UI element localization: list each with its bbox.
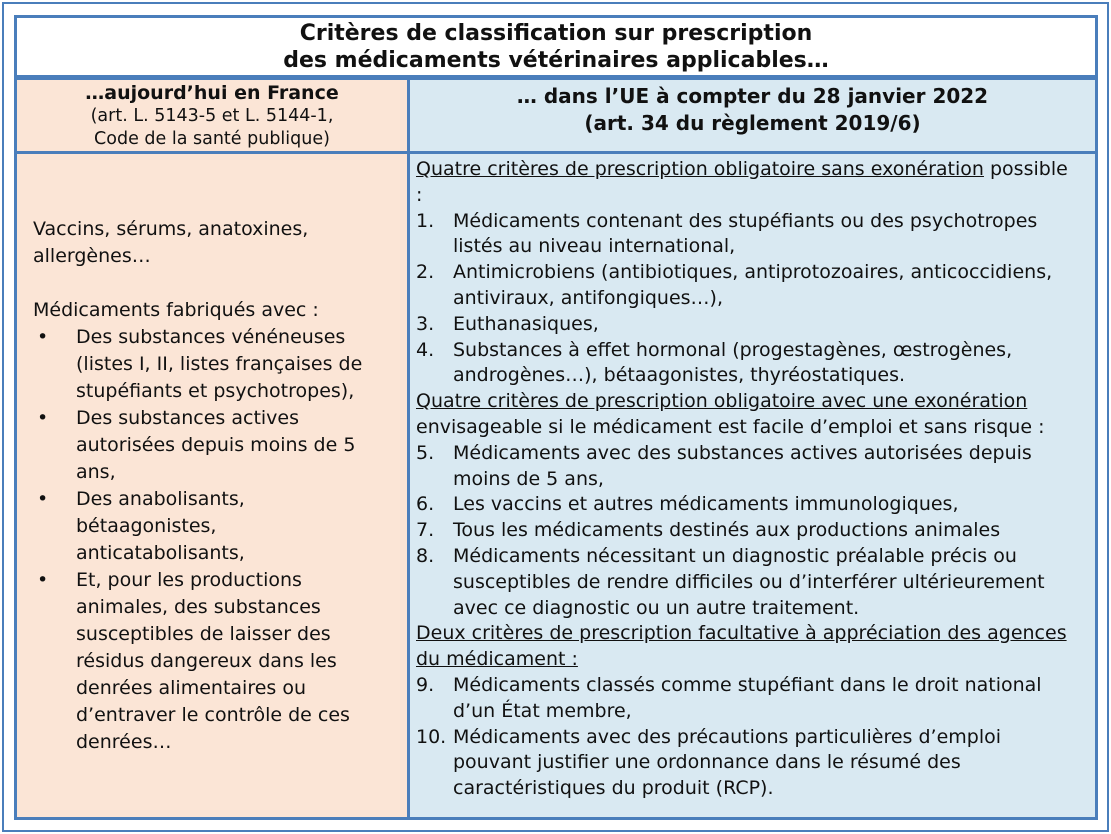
item-text: Tous les médicaments destinés aux productions animales bbox=[453, 519, 1001, 542]
section-heading-mandatory-with-exemption bbox=[416, 389, 1075, 441]
france-fabricated-heading: Médicaments fabriqués avec : bbox=[33, 298, 319, 321]
france-intro-paragraph: Vaccins, sérums, anatoxines, allergènes… bbox=[33, 217, 309, 267]
heading-rest-text: possible : bbox=[416, 158, 1068, 206]
item-text: Euthanasiques, bbox=[453, 312, 599, 335]
classification-table bbox=[14, 15, 1098, 820]
section-heading-optional bbox=[416, 621, 1075, 673]
heading-underlined-text: Quatre critères de prescription obligatoire avec une exonération bbox=[416, 390, 1028, 413]
item-text: Médicaments avec des précautions particulières d’emploi pouvant justifier une ordonnance dans le résumé des caractéristiques du produit (RCP). bbox=[453, 725, 1002, 800]
france-column-body bbox=[17, 154, 410, 817]
item-text: Substances à effet hormonal (progestagènes, œstrogènes, androgènes…), bétaagonistes, thyréostatiques. bbox=[453, 338, 1013, 387]
item-text: Médicaments nécessitant un diagnostic préalable précis ou susceptibles de rendre difficiles ou d’interférer ultérieurement avec ce diagnostic ou un autre traitement. bbox=[453, 544, 1045, 619]
list-item bbox=[416, 312, 1075, 338]
france-header-ref-1: (art. L. 5143-5 et L. 5144-1, bbox=[90, 106, 334, 126]
ue-header-line-1: … dans l’UE à compter du 28 janvier 2022 bbox=[516, 84, 989, 108]
bullet-text: Des substances vénéneuses (listes I, II, listes françaises de stupéfiants et psychotropes), bbox=[76, 325, 363, 402]
list-item bbox=[33, 324, 379, 405]
list-item bbox=[33, 567, 379, 756]
item-text: Médicaments avec des substances actives autorisées depuis moins de 5 ans, bbox=[453, 441, 1032, 490]
france-header-title: …aujourd’hui en France bbox=[85, 82, 339, 104]
item-number: 2. bbox=[416, 261, 435, 284]
list-item bbox=[416, 260, 1075, 312]
list-item bbox=[416, 338, 1075, 390]
item-number: 6. bbox=[416, 493, 435, 516]
list-item bbox=[416, 673, 1075, 725]
item-text: Médicaments contenant des stupéfiants ou des psychotropes listés au niveau international, bbox=[453, 209, 1038, 258]
list-item bbox=[416, 492, 1075, 518]
heading-rest-text: envisageable si le médicament est facile d’emploi et sans risque : bbox=[416, 415, 1045, 438]
bullet-text: Et, pour les productions animales, des substances susceptibles de laisser des résidus dangereux dans les denrées alimentaires ou d’entraver le contrôle de ces denrées… bbox=[76, 568, 350, 753]
item-number: 10. bbox=[416, 725, 447, 748]
item-text: Les vaccins et autres médicaments immunologiques, bbox=[453, 493, 959, 516]
bullet-icon: • bbox=[37, 487, 49, 510]
item-number: 7. bbox=[416, 519, 435, 542]
heading-underlined-text: Quatre critères de prescription obligatoire sans exonération bbox=[416, 158, 984, 180]
list-item bbox=[416, 209, 1075, 261]
list-item bbox=[416, 544, 1075, 621]
item-text: Médicaments classés comme stupéfiant dans le droit national d’un État membre, bbox=[453, 673, 1042, 722]
list-item bbox=[416, 441, 1075, 493]
ue-column-body bbox=[410, 154, 1095, 817]
france-column-header bbox=[17, 80, 410, 154]
item-number: 8. bbox=[416, 544, 435, 567]
document-page bbox=[2, 2, 1109, 832]
item-number: 3. bbox=[416, 312, 435, 335]
ue-column-header bbox=[410, 80, 1095, 154]
section-heading-mandatory-no-exemption bbox=[416, 157, 1075, 209]
item-text: Antimicrobiens (antibiotiques, antiprotozoaires, anticoccidiens, antiviraux, antifongiques…), bbox=[453, 261, 1053, 309]
list-item bbox=[33, 486, 379, 567]
bullet-text: Des anabolisants, bétaagonistes, anticatabolisants, bbox=[76, 487, 245, 564]
title-line-1: Critères de classification sur prescription bbox=[299, 20, 813, 46]
france-header-ref-2: Code de la santé publique) bbox=[94, 129, 330, 149]
table-title bbox=[17, 18, 1095, 80]
item-number: 1. bbox=[416, 209, 435, 232]
title-line-2: des médicaments vétérinaires applicables… bbox=[283, 47, 829, 73]
bullet-icon: • bbox=[37, 325, 49, 348]
item-number: 5. bbox=[416, 441, 435, 464]
ue-header-line-2: (art. 34 du règlement 2019/6) bbox=[584, 111, 921, 135]
bullet-icon: • bbox=[37, 406, 49, 429]
item-number: 9. bbox=[416, 673, 435, 696]
heading-underlined-text: Deux critères de prescription facultative à appréciation des agences du médicament : bbox=[416, 622, 1067, 671]
item-number: 4. bbox=[416, 338, 435, 361]
bullet-icon: • bbox=[37, 568, 49, 591]
list-item bbox=[416, 518, 1075, 544]
bullet-text: Des substances actives autorisées depuis moins de 5 ans, bbox=[76, 406, 356, 483]
list-item bbox=[33, 405, 379, 486]
list-item bbox=[416, 725, 1075, 802]
